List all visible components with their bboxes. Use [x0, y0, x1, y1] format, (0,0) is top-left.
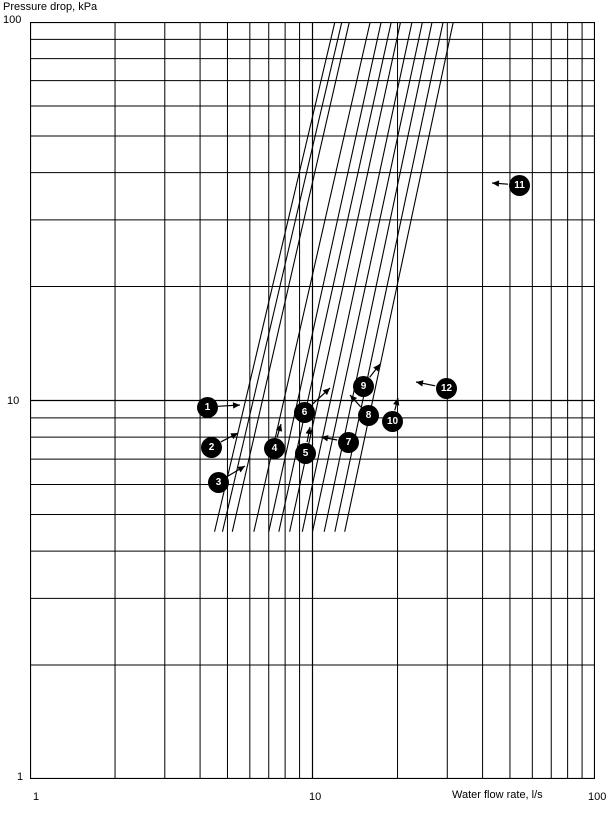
callout-marker-2: 2 — [201, 437, 222, 458]
curve-11 — [335, 22, 443, 532]
chart-canvas — [30, 22, 595, 779]
y-tick-10: 10 — [7, 395, 20, 407]
x-tick-1: 1 — [33, 791, 40, 803]
callout-marker-10: 10 — [382, 411, 403, 432]
y-axis-title: Pressure drop, kPa — [3, 1, 98, 13]
x-axis-title: Water flow rate, l/s — [452, 789, 543, 801]
callout-marker-4: 4 — [264, 438, 285, 459]
x-tick-10: 10 — [309, 791, 322, 803]
callout-marker-8: 8 — [358, 405, 379, 426]
plot-area — [30, 22, 595, 779]
curve-9 — [313, 22, 423, 532]
curve-8 — [302, 22, 412, 532]
x-tick-100: 100 — [588, 791, 607, 803]
curve-10 — [324, 22, 432, 532]
callout-marker-12: 12 — [436, 378, 457, 399]
callout-marker-11: 11 — [509, 175, 530, 196]
y-tick-1: 1 — [17, 771, 24, 783]
data-curves — [215, 22, 454, 532]
callout-marker-7: 7 — [338, 432, 359, 453]
callout-leaders — [218, 180, 508, 476]
callout-marker-6: 6 — [294, 402, 315, 423]
callout-marker-1: 1 — [197, 397, 218, 418]
callout-marker-9: 9 — [353, 376, 374, 397]
y-tick-100: 100 — [3, 14, 22, 26]
curve-12 — [345, 22, 454, 532]
callout-marker-3: 3 — [208, 472, 229, 493]
grid-lines — [30, 22, 595, 779]
callout-marker-5: 5 — [295, 443, 316, 464]
